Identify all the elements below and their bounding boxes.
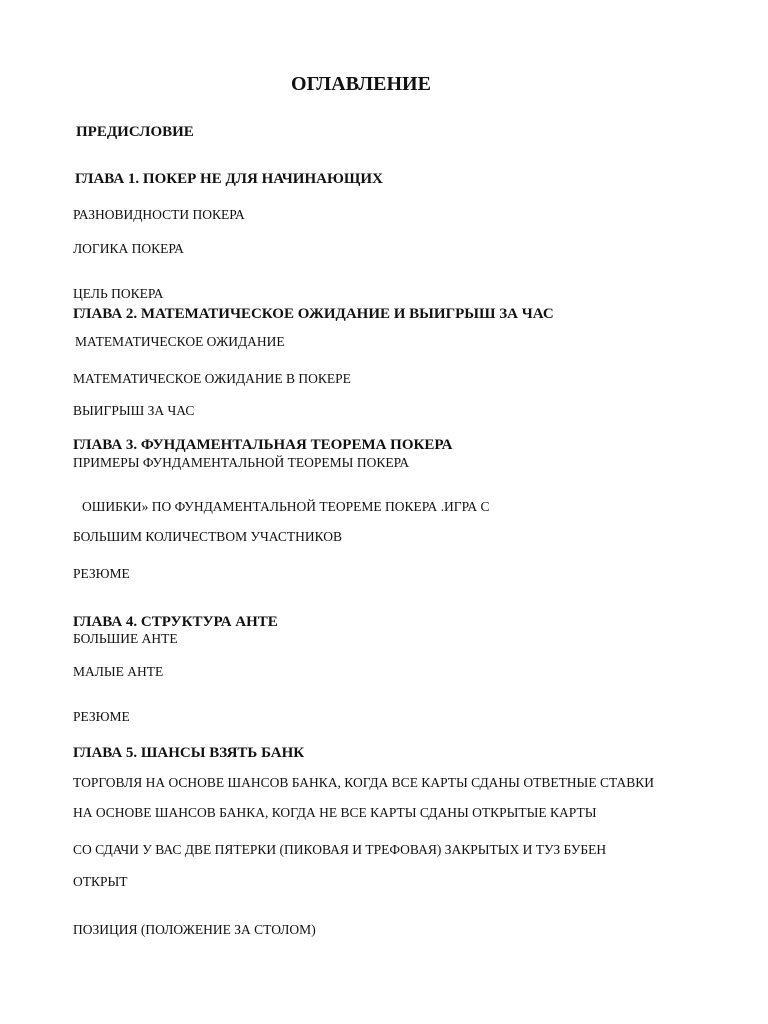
page-title: ОГЛАВЛЕНИЕ (291, 73, 431, 95)
toc-item: СО СДАЧИ У ВАС ДВЕ ПЯТЕРКИ (ПИКОВАЯ И ТРЕФОВАЯ) ЗАКРЫТЫХ И ТУЗ БУБЕН (73, 842, 607, 857)
toc-item: БОЛЬШИЕ АНТЕ (73, 631, 178, 646)
toc-item: БОЛЬШИМ КОЛИЧЕСТВОМ УЧАСТНИКОВ (73, 529, 343, 544)
toc-item: НА ОСНОВЕ ШАНСОВ БАНКА, КОГДА НЕ ВСЕ КАРТЫ СДАНЫ ОТКРЫТЫЕ КАРТЫ (73, 805, 597, 820)
toc-preface: ПРЕДИСЛОВИЕ (76, 124, 194, 140)
toc-item: ЛОГИКА ПОКЕРА (73, 241, 184, 256)
toc-chapter-2: ГЛАВА 2. МАТЕМАТИЧЕСКОЕ ОЖИДАНИЕ И ВЫИГРЫШ ЗА ЧАС (73, 306, 554, 322)
toc-item: МАТЕМАТИЧЕСКОЕ ОЖИДАНИЕ В ПОКЕРЕ (73, 371, 351, 386)
toc-item: РЕЗЮМЕ (73, 709, 130, 724)
toc-chapter-1: ГЛАВА 1. ПОКЕР НЕ ДЛЯ НАЧИНАЮЩИХ (75, 171, 383, 187)
toc-item: ПРИМЕРЫ ФУНДАМЕНТАЛЬНОЙ ТЕОРЕМЫ ПОКЕРА (73, 455, 410, 470)
toc-chapter-5: ГЛАВА 5. ШАНСЫ ВЗЯТЬ БАНК (73, 745, 305, 761)
toc-item: ПОЗИЦИЯ (ПОЛОЖЕНИЕ ЗА СТОЛОМ) (73, 922, 316, 937)
toc-item: ОШИБКИ» ПО ФУНДАМЕНТАЛЬНОЙ ТЕОРЕМЕ ПОКЕРА .ИГРА С (82, 499, 490, 514)
toc-chapter-4: ГЛАВА 4. СТРУКТУРА АНТЕ (73, 614, 278, 630)
toc-item: РАЗНОВИДНОСТИ ПОКЕРА (73, 207, 245, 222)
toc-item: МАЛЫЕ АНТЕ (73, 664, 164, 679)
toc-item: МАТЕМАТИЧЕСКОЕ ОЖИДАНИЕ (75, 334, 285, 349)
toc-item: ТОРГОВЛЯ НА ОСНОВЕ ШАНСОВ БАНКА, КОГДА ВСЕ КАРТЫ СДАНЫ ОТВЕТНЫЕ СТАВКИ (73, 775, 655, 790)
toc-chapter-3: ГЛАВА 3. ФУНДАМЕНТАЛЬНАЯ ТЕОРЕМА ПОКЕРА (73, 437, 453, 453)
toc-item: ОТКРЫТ (73, 874, 128, 889)
toc-item: ЦЕЛЬ ПОКЕРА (73, 286, 164, 301)
toc-item: ВЫИГРЫШ ЗА ЧАС (73, 403, 195, 418)
toc-item: РЕЗЮМЕ (73, 566, 130, 581)
